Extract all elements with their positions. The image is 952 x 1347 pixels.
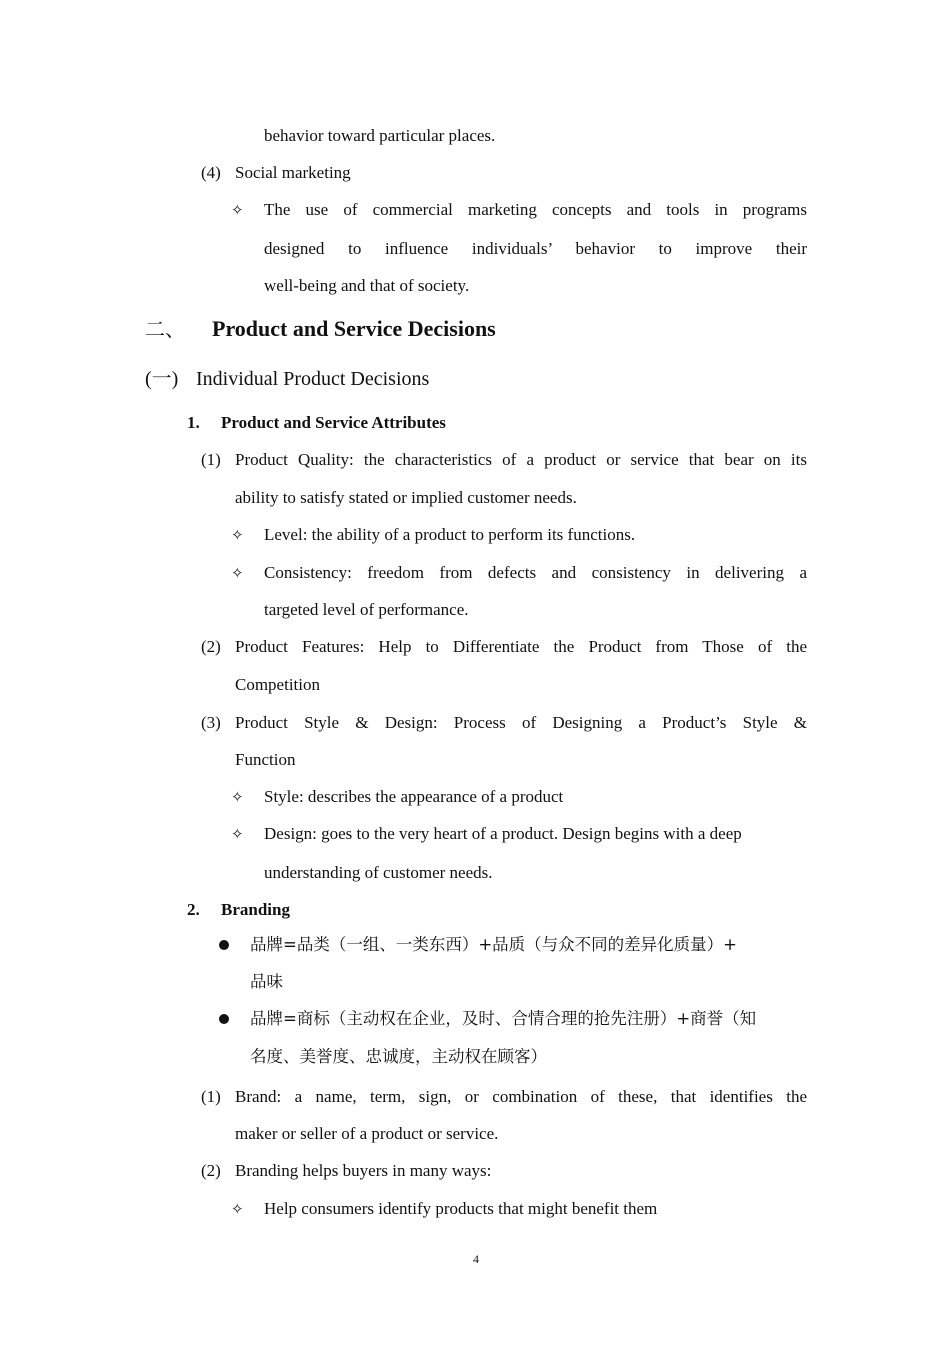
bullet-text: Style: describes the appearance of a product — [264, 787, 564, 806]
bullet-text-cjk: 品牌=商标（主动权在企业，及时、合情合理的抢先注册）+商誉（知 — [250, 1009, 757, 1028]
bullet-text: understanding of customer needs. — [264, 863, 493, 882]
four-point-star-icon: ✧ — [231, 564, 244, 582]
four-point-star-icon: ✧ — [231, 1200, 244, 1218]
paragraph-text: Function — [235, 750, 296, 769]
bullet-text: Level: the ability of a product to perform its functions. — [264, 525, 636, 544]
bullet-text: Consistency: freedom from defects and consistency in delivering a — [264, 563, 807, 582]
section-title: Product and Service Decisions — [212, 316, 496, 341]
filled-circle-bullet-icon — [219, 940, 229, 950]
paragraph-text: Branding helps buyers in many ways: — [235, 1161, 492, 1180]
filled-circle-bullet-icon — [219, 1014, 229, 1024]
bullet-text-cjk: 品牌=品类（一组、一类东西）+品质（与众不同的差异化质量）+ — [250, 935, 737, 954]
heading-product-attributes: Product and Service Attributes — [221, 413, 446, 432]
bullet-text-cjk: 名度、美誉度、忠诚度，主动权在顾客） — [250, 1047, 547, 1066]
paragraph-text: maker or seller of a product or service. — [235, 1124, 499, 1143]
section-number: 二、 — [145, 317, 185, 341]
four-point-star-icon: ✧ — [231, 201, 244, 219]
continuation-text: behavior toward particular places. — [264, 126, 496, 145]
item-number: (2) — [201, 1161, 221, 1180]
paragraph-text: ability to satisfy stated or implied customer needs. — [235, 488, 577, 507]
heading-number: 1. — [187, 413, 200, 432]
item-number: (2) — [201, 637, 221, 656]
bullet-text: well-being and that of society. — [264, 276, 470, 295]
four-point-star-icon: ✧ — [231, 526, 244, 544]
subsection-number: (一) — [145, 368, 179, 390]
bullet-text: targeted level of performance. — [264, 600, 469, 619]
item-number: (1) — [201, 450, 221, 469]
heading-branding: Branding — [221, 900, 290, 919]
paragraph-text: Product Style & Design: Process of Designing a Product’s Style & — [235, 713, 807, 732]
heading-number: 2. — [187, 900, 200, 919]
paragraph-text: Product Features: Help to Differentiate the Product from Those of the — [235, 637, 807, 656]
bullet-text: designed to influence individuals’ behavior to improve their — [264, 239, 807, 258]
item-number: (4) — [201, 163, 221, 182]
item-heading-social-marketing: Social marketing — [235, 163, 351, 182]
bullet-text-cjk: 品味 — [250, 972, 283, 991]
item-number: (3) — [201, 713, 221, 732]
four-point-star-icon: ✧ — [231, 825, 244, 843]
bullet-text: The use of commercial marketing concepts and tools in programs — [264, 200, 807, 219]
four-point-star-icon: ✧ — [231, 788, 244, 806]
paragraph-text: Product Quality: the characteristics of a product or service that bear on its — [235, 450, 807, 469]
item-number: (1) — [201, 1087, 221, 1106]
subsection-title: Individual Product Decisions — [196, 368, 430, 390]
bullet-text: Design: goes to the very heart of a product. Design begins with a deep — [264, 824, 742, 843]
paragraph-text: Competition — [235, 675, 320, 694]
paragraph-text: Brand: a name, term, sign, or combination of these, that identifies the — [235, 1087, 807, 1106]
bullet-text: Help consumers identify products that might benefit them — [264, 1199, 658, 1218]
page-number: 4 — [473, 1252, 479, 1266]
